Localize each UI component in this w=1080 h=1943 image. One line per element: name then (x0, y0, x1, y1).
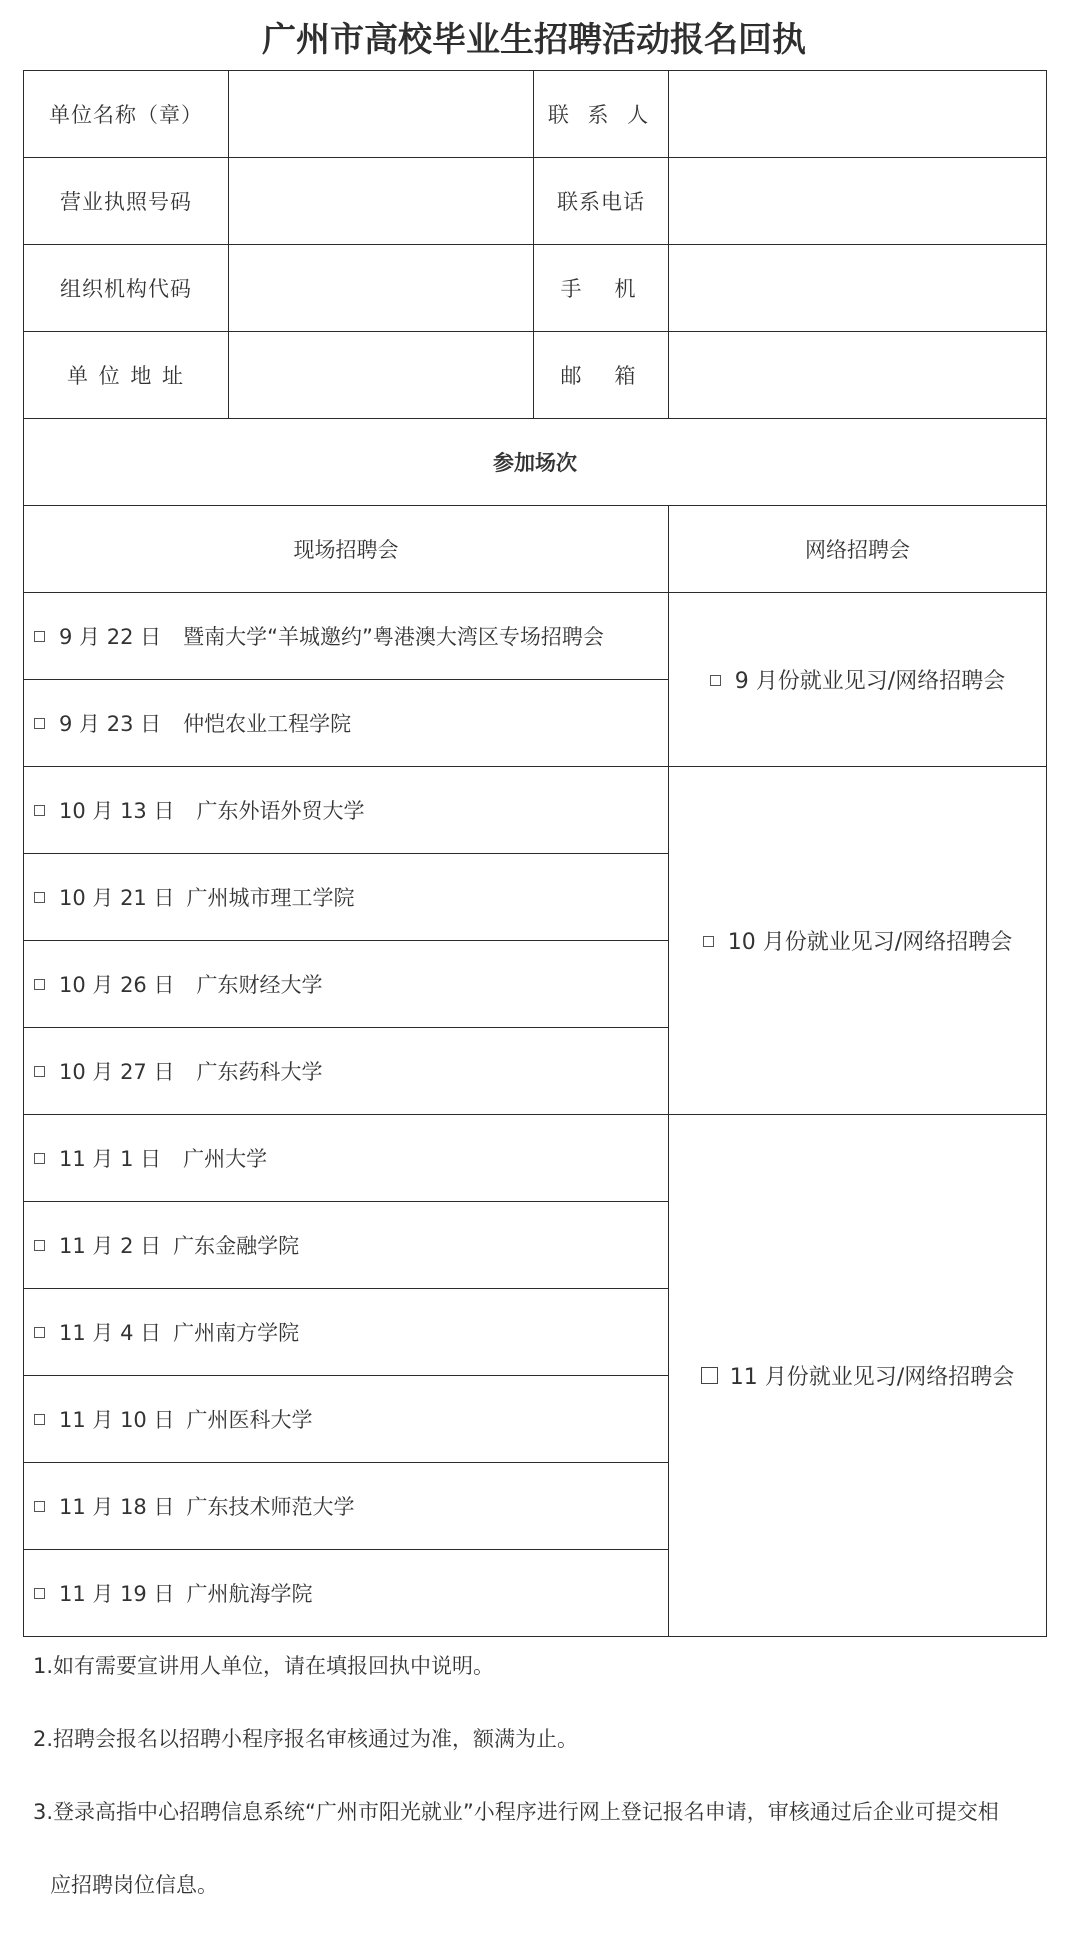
mobile-label: 手 机 (534, 245, 669, 332)
online-fair-label: 11 月份就业见习/网络招聘会 (729, 1365, 1015, 1390)
checkbox-empty-icon[interactable] (701, 1367, 718, 1384)
event-date: 11 月 10 日 (59, 1408, 175, 1432)
unit-name-field[interactable] (229, 71, 534, 158)
contact-person-label: 联 系 人 (534, 71, 669, 158)
onsite-fair-header: 现场招聘会 (24, 506, 669, 593)
event-cell-nov-10[interactable] (24, 1376, 669, 1463)
event-date: 10 月 26 日 (59, 973, 175, 997)
unit-name-label: 单位名称（章） (24, 71, 229, 158)
info-row-address (24, 332, 1047, 419)
event-name: 广东技术师范大学 (186, 1495, 355, 1519)
business-license-label: 营业执照号码 (24, 158, 229, 245)
online-fair-header: 网络招聘会 (669, 506, 1047, 593)
event-name: 广州大学 (183, 1147, 268, 1171)
notes-section (33, 1648, 1073, 1903)
info-row-org-code (24, 245, 1047, 332)
event-cell-nov-4[interactable] (24, 1289, 669, 1376)
event-date: 9 月 22 日 (59, 625, 162, 649)
checkbox-empty-icon[interactable] (34, 979, 45, 990)
event-date: 11 月 2 日 (59, 1234, 162, 1258)
event-name: 广州南方学院 (173, 1321, 300, 1345)
event-name: 广东财经大学 (196, 973, 323, 997)
section-row (24, 419, 1047, 506)
org-code-label: 组织机构代码 (24, 245, 229, 332)
event-date: 10 月 21 日 (59, 886, 175, 910)
section-title: 参加场次 (24, 419, 1047, 506)
checkbox-empty-icon[interactable] (34, 1327, 45, 1338)
contact-phone-field[interactable] (669, 158, 1047, 245)
contact-person-field[interactable] (669, 71, 1047, 158)
checkbox-empty-icon[interactable] (34, 718, 45, 729)
event-cell-sep-23[interactable] (24, 680, 669, 767)
online-fair-label: 9 月份就业见习/网络招聘会 (734, 669, 1006, 694)
event-name: 暨南大学“羊城邀约”粤港澳大湾区专场招聘会 (183, 625, 604, 649)
event-date: 10 月 13 日 (59, 799, 175, 823)
event-name: 广州航海学院 (186, 1582, 313, 1606)
note-2: 2.招聘会报名以招聘小程序报名审核通过为准，额满为止。 (33, 1727, 579, 1751)
event-date: 11 月 4 日 (59, 1321, 162, 1345)
event-cell-nov-1[interactable] (24, 1115, 669, 1202)
column-header-row (24, 506, 1047, 593)
registration-form-table (23, 70, 1047, 1637)
checkbox-empty-icon[interactable] (34, 1501, 45, 1512)
event-date: 10 月 27 日 (59, 1060, 175, 1084)
document-title: 广州市高校毕业生招聘活动报名回执 (262, 20, 806, 60)
event-name: 仲恺农业工程学院 (183, 712, 352, 736)
online-fair-september[interactable] (669, 593, 1047, 767)
event-name: 广东药科大学 (196, 1060, 323, 1084)
email-field[interactable] (669, 332, 1047, 419)
event-cell-nov-19[interactable] (24, 1550, 669, 1637)
contact-phone-label: 联系电话 (534, 158, 669, 245)
info-row-unit-name (24, 71, 1047, 158)
event-name: 广州医科大学 (186, 1408, 313, 1432)
note-1: 1.如有需要宣讲用人单位，请在填报回执中说明。 (33, 1654, 495, 1678)
checkbox-empty-icon[interactable] (703, 936, 714, 947)
event-cell-oct-13[interactable] (24, 767, 669, 854)
checkbox-empty-icon[interactable] (34, 805, 45, 816)
event-cell-oct-21[interactable] (24, 854, 669, 941)
business-license-field[interactable] (229, 158, 534, 245)
event-row (24, 1115, 1047, 1202)
note-3: 3.登录高指中心招聘信息系统“广州市阳光就业”小程序进行网上登记报名申请，审核通过后企业可提交相 (33, 1800, 999, 1824)
event-cell-sep-22[interactable] (24, 593, 669, 680)
event-date: 11 月 18 日 (59, 1495, 175, 1519)
checkbox-empty-icon[interactable] (34, 1414, 45, 1425)
event-row (24, 593, 1047, 680)
event-cell-oct-26[interactable] (24, 941, 669, 1028)
checkbox-empty-icon[interactable] (34, 892, 45, 903)
checkbox-empty-icon[interactable] (34, 1240, 45, 1251)
unit-address-label: 单 位 地 址 (24, 332, 229, 419)
checkbox-empty-icon[interactable] (34, 631, 45, 642)
checkbox-empty-icon[interactable] (34, 1066, 45, 1077)
unit-address-field[interactable] (229, 332, 534, 419)
event-cell-nov-2[interactable] (24, 1202, 669, 1289)
event-name: 广州城市理工学院 (186, 886, 355, 910)
checkbox-empty-icon[interactable] (710, 675, 721, 686)
org-code-field[interactable] (229, 245, 534, 332)
event-date: 11 月 1 日 (59, 1147, 162, 1171)
note-3-continued: 应招聘岗位信息。 (50, 1873, 218, 1897)
event-cell-oct-27[interactable] (24, 1028, 669, 1115)
event-date: 9 月 23 日 (59, 712, 162, 736)
event-date: 11 月 19 日 (59, 1582, 175, 1606)
event-row (24, 767, 1047, 854)
checkbox-empty-icon[interactable] (34, 1153, 45, 1164)
event-cell-nov-18[interactable] (24, 1463, 669, 1550)
online-fair-label: 10 月份就业见习/网络招聘会 (727, 930, 1013, 955)
online-fair-november[interactable] (669, 1115, 1047, 1637)
online-fair-october[interactable] (669, 767, 1047, 1115)
mobile-field[interactable] (669, 245, 1047, 332)
event-name: 广东金融学院 (173, 1234, 300, 1258)
event-name: 广东外语外贸大学 (196, 799, 365, 823)
info-row-license (24, 158, 1047, 245)
email-label: 邮 箱 (534, 332, 669, 419)
checkbox-empty-icon[interactable] (34, 1588, 45, 1599)
